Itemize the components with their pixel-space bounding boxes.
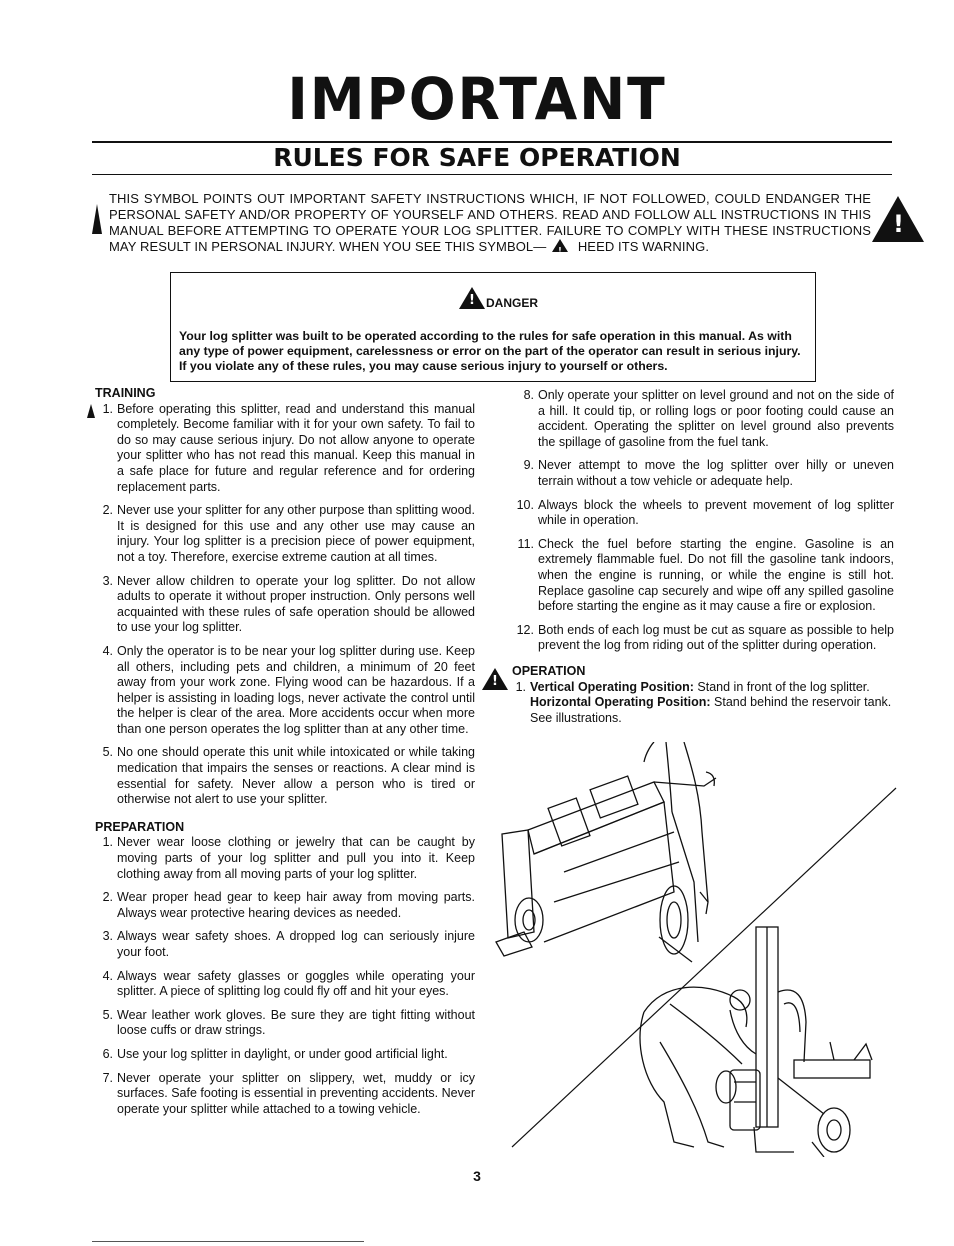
horizontal-position-label: Horizontal Operating Position: <box>530 695 711 710</box>
danger-alert-icon <box>459 287 485 309</box>
list-item <box>512 537 894 615</box>
item-number: 1. <box>102 835 113 850</box>
list-item <box>512 623 894 654</box>
training-bullet-icon <box>87 404 95 418</box>
item-text: Wear proper head gear to keep hair away from moving parts. Always wear protective hearing devices as needed. <box>117 890 475 920</box>
training-list <box>95 402 475 808</box>
item-text: Use your log splitter in daylight, or under good artificial light. <box>117 1046 448 1061</box>
item-number: 12. <box>516 622 534 637</box>
list-item <box>95 574 475 636</box>
operation-alert-icon <box>482 668 508 690</box>
item-number: 6. <box>102 1046 113 1061</box>
safety-alert-icon <box>872 196 924 242</box>
item-text: Never allow children to operate your log splitter. Do not allow adults to operate it without proper instruction. Only persons well acquainted with these rules of safe operation should be allowed to use your log splitter. <box>117 573 475 635</box>
intro-text-end: HEED ITS WARNING. <box>577 239 710 254</box>
list-item <box>95 890 475 921</box>
item-text: Always wear safety shoes. A dropped log can seriously injure your foot. <box>117 929 475 959</box>
item-text: Both ends of each log must be cut as square as possible to help prevent the log from riding out of the splitter during operation. <box>538 622 894 653</box>
danger-text: Your log splitter was built to be operated according to the rules for safe operation in this manual. As with any type of power equipment, carelessness or error on the part of the operator can result in serious injury. If you violate any of these rules, you may cause serious injury to yourself or others. <box>179 329 801 373</box>
item-number: 7. <box>102 1070 113 1085</box>
item-number: 11. <box>517 536 534 551</box>
list-item <box>95 1008 475 1039</box>
subtitle-rule <box>92 174 892 175</box>
horizontal-splitter-drawing <box>496 742 716 962</box>
list-item <box>95 1047 475 1063</box>
item-text: Before operating this splitter, read and understand this manual completely. Become familiar with it for your own safety. To fail to do so may cause serious injury. Do not allow anyone to operate your splitter who has not read this manual. Keep this manual in a safe place for future and regular reference and for ordering replacement parts. <box>117 401 475 494</box>
item-text: Only operate your splitter on level ground and not on the side of a hill. It could tip, or rolling logs or poor footing could cause an accident. Operating the splitter on level ground also prevents the spillage of gasoline from the fuel tank. <box>538 388 894 449</box>
item-number: 2. <box>102 503 113 518</box>
diagonal-divider <box>512 788 896 1147</box>
item-number: 4. <box>102 968 113 983</box>
training-heading: TRAINING <box>95 386 156 400</box>
danger-label: DANGER <box>486 296 539 310</box>
list-item <box>95 969 475 1000</box>
item-number: 1. <box>102 401 113 416</box>
operation-item <box>512 680 894 727</box>
safety-alert-inline-icon <box>552 239 568 252</box>
vertical-position-label: Vertical Operating Position: <box>530 679 694 694</box>
list-item <box>95 644 475 738</box>
page-title: IMPORTANT <box>287 65 667 133</box>
item-text: Never wear loose clothing or jewelry that can be caught by moving parts of your log splitter and pull you into it. Keep clothing away from all moving parts of your log splitter. <box>117 835 475 881</box>
see-illustrations-text: See illustrations. <box>530 710 622 725</box>
horizontal-position-text: Stand behind the reservoir tank. <box>714 695 892 710</box>
item-text: Always wear safety glasses or goggles while operating your splitter. A piece of splitting log could fly off and hit your eyes. <box>117 968 475 999</box>
list-item <box>512 388 894 450</box>
item-text: Wear leather work gloves. Be sure they are tight fitting without loose cuffs or draw strings. <box>117 1007 475 1038</box>
preparation-heading: PREPARATION <box>95 819 185 834</box>
item-number: 5. <box>102 1007 113 1022</box>
list-item <box>95 835 475 882</box>
page-number: 3 <box>473 1168 481 1184</box>
item-text: Always block the wheels to prevent movement of log splitter while in operation. <box>538 497 894 528</box>
operation-heading: OPERATION <box>512 663 586 678</box>
item-text: No one should operate this unit while intoxicated or while taking medication that impairs the senses or reactions. A clear mind is essential for safety. Never allow a person who is tired or otherwise not alert to use your splitter. <box>117 745 475 807</box>
item-number: 3. <box>102 929 113 944</box>
item-number: 3. <box>102 573 113 588</box>
page-subtitle: RULES FOR SAFE OPERATION <box>273 143 681 172</box>
item-number: 1. <box>515 679 526 694</box>
item-text: Never attempt to move the log splitter over hilly or uneven terrain without a tow vehicle or adequate help. <box>538 458 894 488</box>
list-item <box>95 745 475 807</box>
item-number: 5. <box>102 745 113 760</box>
item-number: 2. <box>102 890 113 905</box>
operating-positions-illustration <box>494 742 904 1157</box>
intro-paragraph <box>109 191 871 255</box>
item-text: Never operate your splitter on slippery, wet, muddy or icy surfaces. Safe footing is essential in preventing accidents. Never operate your splitter while attached to a towing vehicle. <box>117 1070 475 1116</box>
item-number: 9. <box>523 458 534 473</box>
list-item <box>512 458 894 489</box>
list-item <box>512 498 894 529</box>
left-column <box>95 386 475 1125</box>
preparation-list <box>95 835 475 1117</box>
item-text: Only the operator is to be near your log splitter during use. Keep all others, including pets and children, a minimum of 20 feet away from your work zone. Flying wood can be hazardous. If a helper is assisting in loading logs, never activate the control until the helper is clear of the area. More accidents occur when more than one person operates the log splitter than at any other time. <box>117 643 475 736</box>
list-item <box>95 929 475 960</box>
item-number: 10. <box>516 497 534 512</box>
list-item <box>95 503 475 565</box>
item-number: 8. <box>523 388 534 402</box>
item-text: Never use your splitter for any other purpose than splitting wood. It is designed for this use and any other use may cause an injury. Your log splitter is a precision piece of power equipment, not a toy. Therefore, exercise extreme caution at all times. <box>117 503 475 564</box>
intro-text: THIS SYMBOL POINTS OUT IMPORTANT SAFETY INSTRUCTIONS WHICH, IF NOT FOLLOWED, COULD ENDANGER THE PERSONAL SAFETY AND/OR PROPERTY OF YOURSELF AND OTHERS. READ AND FOLLOW ALL INSTRUCTIONS IN THIS MANUAL BEFORE ATTEMPTING TO OPERATE YOUR LOG SPLITTER. FAILURE TO COMPLY WITH THESE INSTRUCTIONS MAY RESULT IN PERSONAL INJURY. WHEN YOU SEE THIS SYMBOL— <box>109 191 871 254</box>
right-column <box>512 388 894 734</box>
item-number: 4. <box>102 643 113 658</box>
list-item <box>95 402 475 496</box>
vertical-position-text: Stand in front of the log splitter. <box>697 679 870 694</box>
list-item <box>95 1071 475 1118</box>
footer-rule <box>92 1241 364 1242</box>
intro-bullet-icon <box>92 204 102 234</box>
operation-section <box>512 664 894 726</box>
danger-box <box>170 272 816 382</box>
vertical-splitter-drawing <box>754 927 872 1157</box>
item-text: Check the fuel before starting the engine. Gasoline is an extremely flammable fuel. Do not fill the gasoline tank indoors, when the engine is running, or while the engine is still hot. Replace gasoline cap securely and wipe off any spilled gasoline before starting the engine as it may cause a fire or explosion. <box>538 536 894 614</box>
